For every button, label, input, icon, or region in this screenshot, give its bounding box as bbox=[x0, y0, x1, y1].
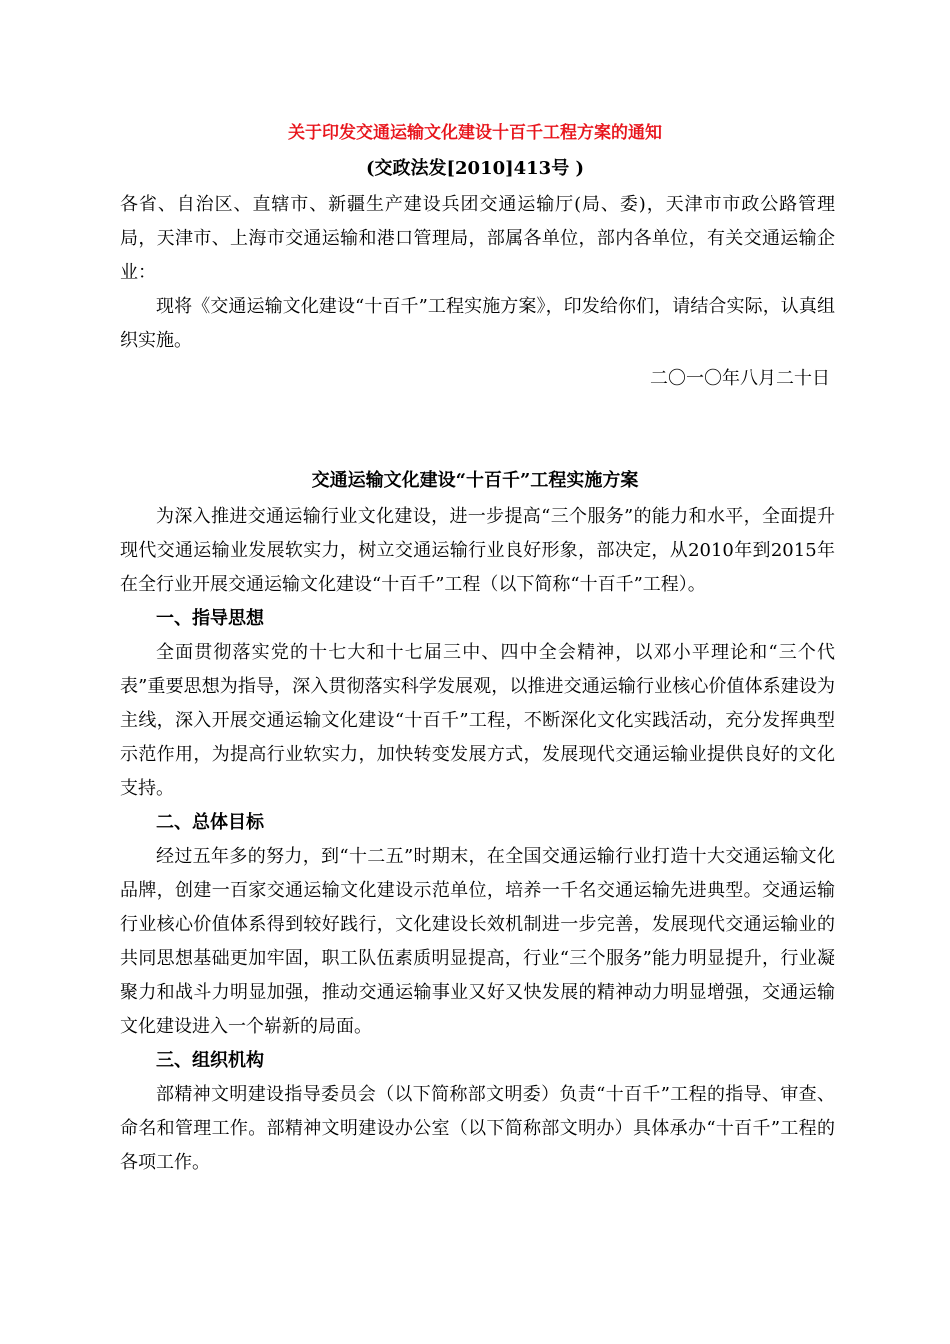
notice-text: 现将《交通运输文化建设“十百千”工程实施方案》，印发给你们，请结合实际，认真组织实施。 bbox=[120, 296, 835, 351]
notice-body bbox=[120, 188, 835, 358]
document-number: (交政法发[2010]413号 ) bbox=[365, 158, 584, 179]
section-heading-organization: 三、组织机构 bbox=[156, 1050, 264, 1071]
plan-intro: 为深入推进交通运输行业文化建设，进一步提高“三个服务”的能力和水平，全面提升现代交通运输业发展软实力，树立交通运输行业良好形象，部决定，从2010年到2015年在全行业开展交通运输文化建设“十百千”工程（以下简称“十百千”工程）。 bbox=[120, 506, 835, 595]
plan-body bbox=[120, 500, 835, 1180]
section-heading-overall-goal: 二、总体目标 bbox=[156, 812, 264, 833]
plan-title: 交通运输文化建设“十百千”工程实施方案 bbox=[311, 470, 639, 491]
section-heading-guiding-ideology: 一、指导思想 bbox=[156, 608, 264, 629]
notice-title: 关于印发交通运输文化建设十百千工程方案的通知 bbox=[288, 123, 662, 143]
notice-recipients: 各省、自治区、直辖市、新疆生产建设兵团交通运输厅(局、委)，天津市市政公路管理局，天津市、上海市交通运输和港口管理局，部属各单位，部内各单位，有关交通运输企业： bbox=[120, 194, 835, 283]
section-text-overall-goal: 经过五年多的努力，到“十二五”时期末，在全国交通运输行业打造十大交通运输文化品牌，创建一百家交通运输文化建设示范单位，培养一千名交通运输先进典型。交通运输行业核心价值体系得到较好践行，文化建设长效机制进一步完善，发展现代交通运输业的共同思想基础更加牢固，职工队伍素质明显提高，行业“三个服务”能力明显提升，行业凝聚力和战斗力明显加强，推动交通运输事业又好又快发展的精神动力明显增强，交通运输文化建设进入一个崭新的局面。 bbox=[120, 846, 835, 1037]
notice-date: 二〇一〇年八月二十日 bbox=[650, 368, 830, 389]
section-text-organization: 部精神文明建设指导委员会（以下简称部文明委）负责“十百千”工程的指导、审查、命名和管理工作。部精神文明建设办公室（以下简称部文明办）具体承办“十百千”工程的各项工作。 bbox=[120, 1084, 835, 1173]
section-text-guiding-ideology: 全面贯彻落实党的十七大和十七届三中、四中全会精神，以邓小平理论和“三个代表”重要思想为指导，深入贯彻落实科学发展观，以推进交通运输行业核心价值体系建设为主线，深入开展交通运输文化建设“十百千”工程，不断深化文化实践活动，充分发挥典型示范作用，为提高行业软实力，加快转变发展方式，发展现代交通运输业提供良好的文化支持。 bbox=[120, 642, 835, 799]
